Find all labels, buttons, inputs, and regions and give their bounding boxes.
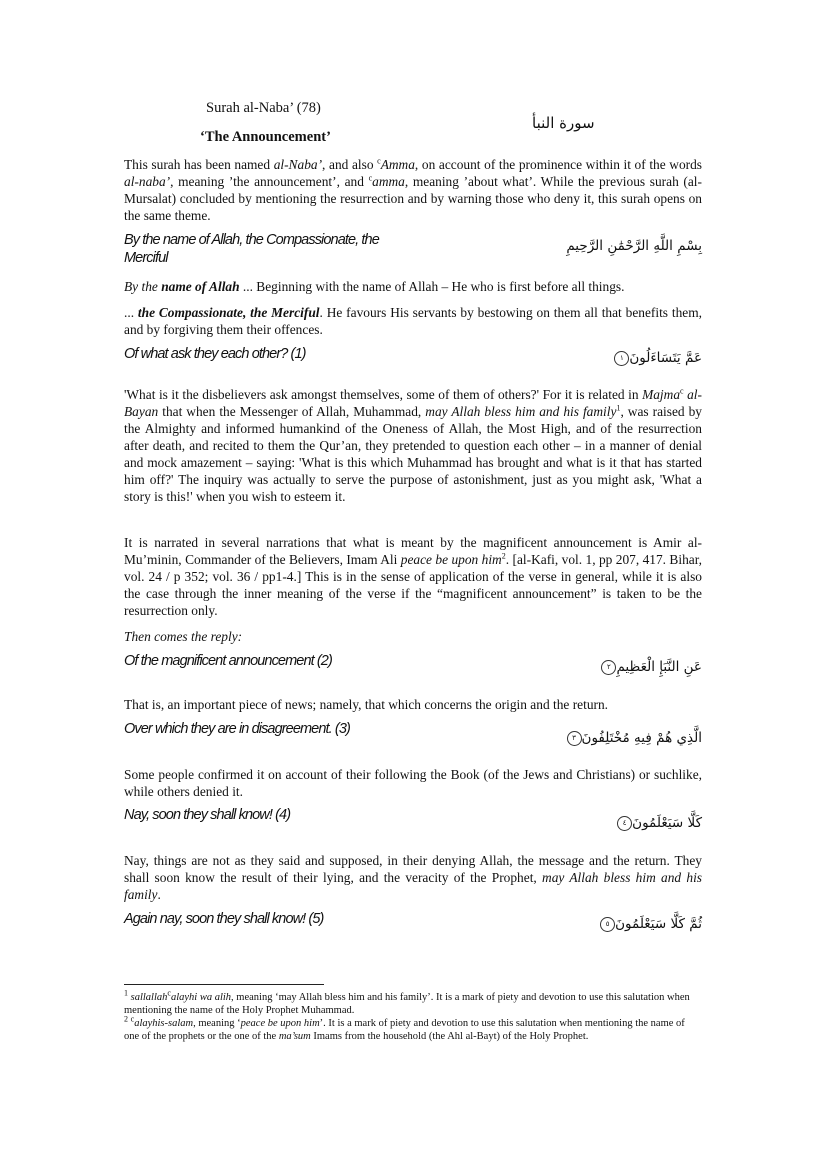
basmala-arabic: بِسْمِ اللَّهِ الرَّحْمَٰنِ الرَّحِيمِ	[566, 238, 702, 254]
verse-3-arabic: الَّذِي هُمْ فِيهِ مُخْتَلِفُونَ٣	[564, 730, 702, 746]
footnote-ref-1[interactable]: 1	[616, 403, 621, 413]
verse-number-3: ٣	[567, 731, 582, 746]
verse-1-english: Of what ask they each other? (1)	[124, 346, 306, 362]
verse-4-commentary: Nay, things are not as they said and supposed, in their denying Allah, the message and the return. They shall soon know the result of their lying, and the veracity of the Prophet, may Allah bless him and his family.	[124, 853, 702, 902]
verse-2-arabic: عَنِ النَّبَإِ الْعَظِيمِ٢	[598, 659, 702, 675]
verse-2-english: Of the magnificent announcement (2)	[124, 653, 332, 669]
footnote-ref-2[interactable]: 2	[501, 551, 506, 561]
verse-number-4: ٤	[617, 816, 632, 831]
footnote-divider	[124, 984, 324, 985]
verse-3-english: Over which they are in disagreement. (3)	[124, 721, 350, 737]
reply-line: Then comes the reply:	[124, 629, 243, 644]
verse-4-arabic: كَلَّا سَيَعْلَمُونَ٤	[614, 815, 702, 831]
surah-subtitle: ‘The Announcement’	[200, 129, 331, 145]
verse-1-commentary: 'What is it the disbelievers ask amongst themselves, some of them of others?' For it is related in Majma$^c$ al-Bayan that when the Messenger of Allah, Muhammad, may Allah bless him and his family$^1$, was raised by the Almighty and informed humankind of the Oneness of Allah, the Most High, and of the resurrection after death, and recited to them the Qur’an, they pretended to question each other – in a manner of denial and mock amazement – saying: 'What is this which Muhammad has brought and what is it that has started him off?' The inquiry was actually to serve the purpose of astonishment, just as you might ask, 'What a story is this!' when you wish to esteem it.	[124, 386, 702, 504]
verse-number-2: ٢	[601, 660, 616, 675]
basmala-commentary-2: ... the Compassionate, the Merciful. He favours His servants by bestowing on them all that benefits them, and by forgiving them their offences.	[124, 305, 703, 337]
verse-number-1: ١	[614, 351, 629, 366]
surah-title: Surah al-Naba’ (78)	[206, 100, 321, 116]
verse-number-5: ٥	[600, 917, 615, 932]
footnotes	[124, 988, 702, 1043]
verse-2-commentary: That is, an important piece of news; namely, that which concerns the origin and the return.	[124, 697, 609, 712]
verse-4-english: Nay, soon they shall know! (4)	[124, 807, 291, 823]
surah-arabic-title: سورة النبأ	[532, 114, 595, 132]
verse-3-commentary: Some people confirmed it on account of their following the Book (of the Jews and Christians) or suchlike, while others denied it.	[124, 767, 702, 799]
verse-1-commentary-2: It is narrated in several narrations that what is meant by the magnificent announcement is Amir al-Mu’minin, Commander of the Believers, Imam Ali peace be upon him$^2$. [al-Kafi, vol. 1, pp 207, 417. Bihar, vol. 24 / p 352; vol. 36 / pp1-4.] This is in the sense of application of the verse in general, while it is also the case through the inner meaning of the verse if the “magnificent announcement” is taken to be the resurrection only.	[124, 535, 702, 618]
verse-5-english: Again nay, soon they shall know! (5)	[124, 911, 324, 927]
verse-5-arabic: ثُمَّ كَلَّا سَيَعْلَمُونَ٥	[597, 916, 702, 932]
verse-1-arabic: عَمَّ يَتَسَاءَلُونَ١	[611, 350, 702, 366]
footnote-2: $^2$ $^c$alayhis-salam, meaning ‘peace be upon him’. It is a mark of piety and devotion to use this salutation when mentioning the name of one of the prophets or the one of the ma’sum Imams from the household (the Ahl al-Bayt) of the Holy Prophet.	[124, 1014, 685, 1042]
intro-paragraph: This surah has been named al-Naba’, and also $^c$Amma, on account of the prominence within it of the words al-naba’, meaning ’the announcement’, and $^c$amma, meaning ’about what’. While the previous surah (al-Mursalat) concluded by mentioning the resurrection and by warning those who deny it, this surah opens on the same theme.	[124, 156, 703, 223]
basmala-english: By the name of Allah, the Compassionate, the Merciful	[124, 232, 379, 266]
basmala-commentary-1: By the name of Allah ... Beginning with the name of Allah – He who is first before all things.	[124, 279, 625, 294]
footnote-1: $^1$ sallallah$^c$alayhi wa alih, meaning ‘may Allah bless him and his family’. It is a mark of piety and devotion to use this salutation when mentioning the name of the Holy Prophet Muhammad.	[124, 988, 690, 1016]
